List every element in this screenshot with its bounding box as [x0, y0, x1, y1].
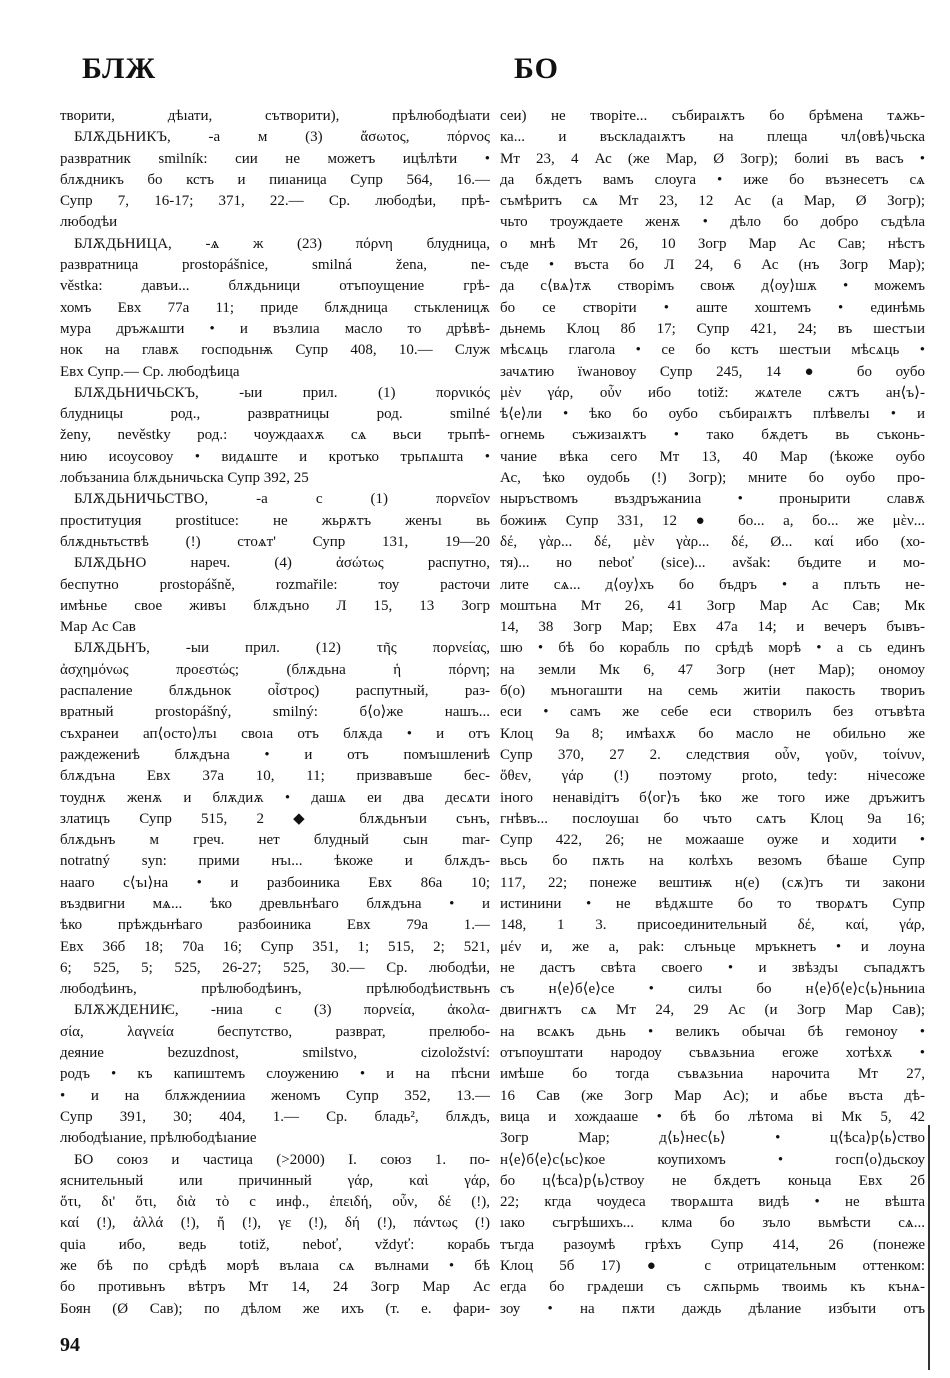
text-line: родъ • къ капиштемъ слоужению • и на пѣсни	[60, 1066, 490, 1083]
text-line: Супр 422, 26; не можааше оуже и ходити •	[500, 832, 925, 849]
text-line: Супр 7, 16-17; 371, 22.— Ср. любодѣи, прѣ-	[60, 193, 490, 210]
text-line: Клоц 9а 8; имѣахѫ бо масло не обильно же	[500, 725, 925, 742]
text-line: въздвигни мѧ... ѣко древльнѣаго блѫдъна • и	[60, 895, 490, 912]
text-line: вратный prostopášný, smilný: б⟨о⟩же нашъ...	[60, 704, 490, 721]
text-line: любодѣинъ, прѣлюбодѣинъ, прѣлюбодѣиствьнъ	[60, 981, 490, 998]
text-line: тъгда разоумѣ грѣхъ Супр 414, 26 (понеже	[500, 1236, 925, 1253]
text-line: нааго с⟨ъı⟩на • и разбоиника Евх 86а 10;	[60, 874, 490, 891]
text-line: творити, дѣıати, сътворити), прѣлюбодѣıати	[60, 108, 490, 124]
text-line: μέν и, же а, pak: слъньце мръкнетъ • и лоуна	[500, 938, 925, 955]
text-line: нию исоусовоу • видѧште и кротъко трьпѧшта •	[60, 448, 490, 465]
text-line: тоуднѫ женѫ и блѫдиѫ • дашѧ еи два десѧти	[60, 789, 490, 806]
text-line: блѫдньтьствѣ (!) стоѧт' Супр 131, 19—20	[60, 533, 490, 550]
text-line: σία, λαγνεία беспутство, разврат, прелюбо-	[60, 1023, 490, 1040]
text-line: бо ц⟨ѣса⟩р⟨ь⟩ствоу не бѫдетъ коньца Евх 2б	[500, 1172, 925, 1189]
text-line: нок на главѫ господьнѭ Супр 408, 10.— Служ	[60, 342, 490, 359]
text-line: Ас, ѣко оудобь (!) Зогр); мните бо оубо про-	[500, 470, 925, 487]
text-line: Евх Супр.— Ср. любодѣица	[60, 363, 240, 380]
text-line: беспутно prostopášně, rozmařile: тоу расточи	[60, 576, 490, 593]
text-line: съде • въста бо Л 24, 6 Ас (нъ Зогр Мар);	[500, 257, 925, 274]
text-line: ženy, nevěstky род.: чоуждаахѫ сѧ вьси трьпѣ-	[60, 427, 490, 444]
text-line: раждежениѣ блѫдъна • и отъ помъıшлениѣ	[60, 746, 490, 763]
text-line: моштьна Мт 26, 41 Зогр Мар Ас Сав; Мк	[500, 597, 925, 614]
running-head-left: БЛЖ	[82, 52, 157, 85]
dictionary-entry-headline: БЛѪДЬНИЧЬСКЪ, -ыи прил. (1) πορνικός	[74, 384, 490, 401]
text-line: блудницы род., развратницы род. smilné	[60, 406, 490, 423]
text-line: зоу • на пѫти даждь дѣлание избъıти отъ	[500, 1300, 925, 1317]
dictionary-entry-headline: БЛѪДЬНИКЪ, -а м (3) ἄσωτος, πόρνος	[74, 129, 490, 146]
text-line: истинини • не вѣдѫште бо то творѧтъ Супр	[500, 895, 925, 912]
text-line: 16 Сав (же Зогр Мар Ас); и абье въста дѣ-	[500, 1087, 925, 1104]
text-line: ὅθεν, γάρ (!) поэтому proto, tedy: нічесоже	[500, 768, 925, 785]
text-line: развратница prostopášnice, smilná žena, ne-	[60, 257, 490, 274]
text-line: двигнѫтъ сѧ Мт 24, 29 Ас (и Зогр Мар Сав);	[500, 1002, 925, 1019]
text-line: Боян (Ø Сав); по дѣлом же ихъ (т. е. фари-	[60, 1300, 490, 1317]
text-line: 148, 1 3. присоединительный δέ, καί, γάρ,	[500, 917, 925, 934]
text-line: Мар Ас Сав	[60, 619, 136, 636]
text-line: н⟨е⟩б⟨е⟩с⟨ьс⟩кое коупихомъ • госп⟨о⟩дьскоу	[500, 1151, 925, 1168]
text-line: quia ибо, ведь totiž, neboť, vždyť: корабь	[60, 1236, 490, 1253]
text-line: іного ненавідітъ б⟨ог⟩ъ ѣко же того иже дръжитъ	[500, 789, 925, 806]
text-line: да с⟨вѧ⟩тѫ створімъ своѭ д⟨оу⟩шѫ • можемъ	[500, 278, 925, 295]
text-line: мѣсѧць глагола • се бо кстъ шестъıи мѣсѧць •	[500, 342, 925, 359]
dictionary-entry-headline: БЛѪЖДЕНИѤ, -ниıа с (3) πορνεία, ἀκολα-	[74, 1002, 490, 1019]
text-line: распаление блѫдьнок οἶστρος) распутный, раз-	[60, 683, 490, 700]
text-line: лите сѧ... д⟨оу⟩хъ бо бъдръ • а плъть не-	[500, 576, 925, 593]
text-line: věstka: давъи... блѫдьници отъпоущение грѣ-	[60, 278, 490, 295]
text-line: ѣ⟨е⟩ли • ѣко бо оубо събираıѫтъ плѣвелъı • и	[500, 406, 925, 423]
text-line: notratný syn: прими нъı... ѣкоже и блѫдъ-	[60, 853, 490, 870]
text-line: имѣше бо тогда съвѧзьниа нарочита Мт 27,	[500, 1066, 925, 1083]
text-line: блѫдникъ бо кстъ и пиıаница Супр 564, 16.—	[60, 171, 490, 188]
text-line: • и на блѫжденииа женомъ Супр 352, 13.—	[60, 1087, 490, 1104]
text-line: καί (!), ἀλλά (!), ἤ (!), γε (!), δή (!), πάντως (!)	[60, 1215, 490, 1232]
text-line: лобъзаниıа блѫдьничьска Супр 392, 25	[60, 470, 309, 487]
text-line: да бѫдетъ вамъ слоуга • иже бо възнесетъ сѧ	[500, 171, 925, 188]
text-line: же бѣ по срѣдѣ морѣ вълаıа сѧ вълнами • бѣ	[60, 1258, 490, 1275]
text-line: не дастъ свѣта своего • и звѣздъı съпадѫтъ	[500, 959, 925, 976]
text-line: гнѣвъ... послоушаı бо чъто сѧтъ Клоц 9а 16;	[500, 810, 925, 827]
text-line: съ н⟨е⟩б⟨е⟩се • силъı бо н⟨е⟩б⟨е⟩с⟨ь⟩ньниıа	[500, 981, 925, 998]
text-line: Клоц 5б 17) ● с отрицательным оттенком:	[500, 1258, 925, 1275]
text-line: ὅτι, δι' ὅτι, διὰ τὸ с инф., ἐπειδή, οὖν, δέ (!),	[60, 1194, 490, 1211]
text-line: шю • бѣ бо корабль по срѣдѣ морѣ • а сь единъ	[500, 640, 925, 657]
text-line: съхранеи ап⟨осто⟩лъı своıа отъ блѫда • и отъ	[60, 725, 490, 742]
dictionary-entry-headline: БО союз и частица (>2000) I. союз 1. по-	[74, 1151, 490, 1168]
text-line: любодѣи	[60, 214, 118, 231]
text-line: б(о) мъногашти на семь житіи пакость твориъ	[500, 683, 925, 700]
text-line: 14, 38 Зогр Мар; Евх 47а 14; и вечеръ бъıвъ-	[500, 619, 925, 636]
text-line: блѫдъна Евх 37а 10, 11; призвавъше бес-	[60, 768, 490, 785]
page-number: 94	[60, 1334, 80, 1356]
text-line: любодѣıание, прѣлюбодѣıание	[60, 1130, 257, 1147]
text-line: имѣнье свое живъı блѫдъно Л 15, 13 Зогр	[60, 597, 490, 614]
text-line: проституция prostituce: не жьрѫтъ женъı вь	[60, 512, 490, 529]
text-line: отъпоуштати народоу съвѧзьниа егоже хотѣхѫ •	[500, 1045, 925, 1062]
text-line: ныръствомъ въздръжаниıа • проныpити славѫ	[500, 491, 925, 508]
text-line: δέ, γὰρ... δέ, μὲν γὰρ... δέ, Ø... καί ибо (хо-	[500, 533, 925, 550]
text-line: ѣко прѣждьнѣаго разбоиника Евх 79а 1.—	[60, 917, 490, 934]
text-line: зачѧтию їwановоу Супр 245, 14 ● бо оубо	[500, 363, 925, 380]
dictionary-entry-headline: БЛѪДЬНО нареч. (4) ἀσώτως распутно,	[74, 555, 490, 572]
text-line: бо се створіти • аште хоштемъ • единѣмь	[500, 299, 925, 316]
text-line: златицъ Супр 515, 2 ◆ блѫдьнъıи сънъ,	[60, 810, 490, 827]
text-line: съмѣритъ сѧ Мт 23, 12 Ас (а Мар, Ø Зогр);	[500, 193, 925, 210]
text-line: на земли Мк 6, 47 Зогр (нет Мар); ономоу	[500, 661, 925, 678]
text-line: блѫдьнъ м греч. нет блудный сын mar-	[60, 832, 490, 849]
text-line: огнемь съжизаıѫтъ • тако бѫдетъ вь съконь-	[500, 427, 925, 444]
text-line: ıако съгрѣшихъ... клма бо зъло вьмѣсти сѧ...	[500, 1215, 925, 1232]
dictionary-entry-headline: БЛѪДЬНИЦА, -ѧ ж (23) πόρνη блудница,	[74, 235, 490, 252]
text-line: деяние bezuzdnost, smilstvo, cizoložství:	[60, 1045, 490, 1062]
text-line: вица и хождааше • бѣ бо лѣтома ві Мк 5, 42	[500, 1108, 925, 1125]
text-line: хомъ Евх 77а 11; приде блѫдница стькленицѫ	[60, 299, 490, 316]
text-line: развратник smilník: сии не можетъ ицѣлѣти •	[60, 150, 490, 167]
running-head-right: БО	[514, 52, 559, 85]
text-line: ἀσχημόνως προεστώς; (блѫдьна ἡ πόρνη;	[60, 661, 490, 678]
text-line: еси • самъ же себе еси створилъ без отъвѣта	[500, 704, 925, 721]
margin-scan-line	[928, 1125, 930, 1370]
text-line: чьто троуждаете женѫ • дѣло бо добро съдѣла	[500, 214, 925, 231]
text-line: вьсь бо пѫть на колѣхъ везомъ бѣаше Супр	[500, 853, 925, 870]
text-line: божиѭ Супр 331, 12 ● бо... а, бо... же μὲν...	[500, 512, 925, 529]
text-line: Зогр Мар; д⟨ь⟩нес⟨ь⟩ • ц⟨ѣса⟩р⟨ь⟩ство	[500, 1130, 925, 1147]
text-line: егда бо грѧдеши съ сѫпьрмь твоимь къ кънѧ-	[500, 1279, 925, 1296]
text-line: Супр 370, 27 2. следствия οὖν, γοῦν, τοίνυν,	[500, 746, 925, 763]
text-line: сеи) не творіте... събираıѫтъ бо брѣмена тѧжь-	[500, 108, 925, 124]
text-line: тя)... но neboť (sice)... avšak: бъдите и мо-	[500, 555, 925, 572]
text-line: о мнѣ Мт 26, 10 Зогр Мар Ас Сав; нѣстъ	[500, 235, 925, 252]
text-line: 117, 22; понеже вештиѭ н(е) (сѫ)тъ ти закони	[500, 874, 925, 891]
text-line: на всѧкъ дьнь • великъ обычаı бѣ гемоноу •	[500, 1023, 925, 1040]
text-line: Евх 36б 18; 70а 16; Супр 351, 1; 515, 2; 521,	[60, 938, 490, 955]
dictionary-entry-headline: БЛѪДЬНЪ, -ыи прил. (12) τῆς πορνείας,	[74, 640, 490, 657]
text-line: 6; 525, 5; 525, 26-27; 525, 30.— Ср. любодѣи,	[60, 959, 490, 976]
text-line: μὲν γάρ, οὖν ибо totiž: жѧтеле сѫтъ ан⟨ъ⟩-	[500, 384, 925, 401]
text-line: бо противьнъ вѣтръ Мт 14, 24 Зогр Мар Ас	[60, 1279, 490, 1296]
dictionary-entry-headline: БЛѪДЬНИЧЬСТВО, -а с (1) πορνεῖον	[74, 491, 490, 508]
left-column	[60, 106, 490, 1320]
right-column	[500, 106, 925, 1320]
text-line: мура дръжѧшти • и възлиıа масло то дрѣвѣ-	[60, 320, 490, 337]
text-line: Супр 391, 30; 404, 1.— Ср. бладь², блѫдъ,	[60, 1108, 490, 1125]
text-line: Мт 23, 4 Ас (же Мар, Ø Зогр); болиі въ васъ •	[500, 150, 925, 167]
text-line: яснительный или причинный γάρ, καὶ γάρ,	[60, 1172, 490, 1189]
text-line: 22; кгда чоудеса творѧшта видѣ • не вѣшта	[500, 1194, 925, 1211]
text-line: ка... и въскладаıѫтъ на плеща чл⟨овѣ⟩чьска	[500, 129, 925, 146]
text-line: чание вѣка сего Мт 13, 40 Мар (ѣкоже оубо	[500, 448, 925, 465]
text-line: дьнемь Клоц 8б 17; Супр 421, 24; въ шестъıи	[500, 320, 925, 337]
